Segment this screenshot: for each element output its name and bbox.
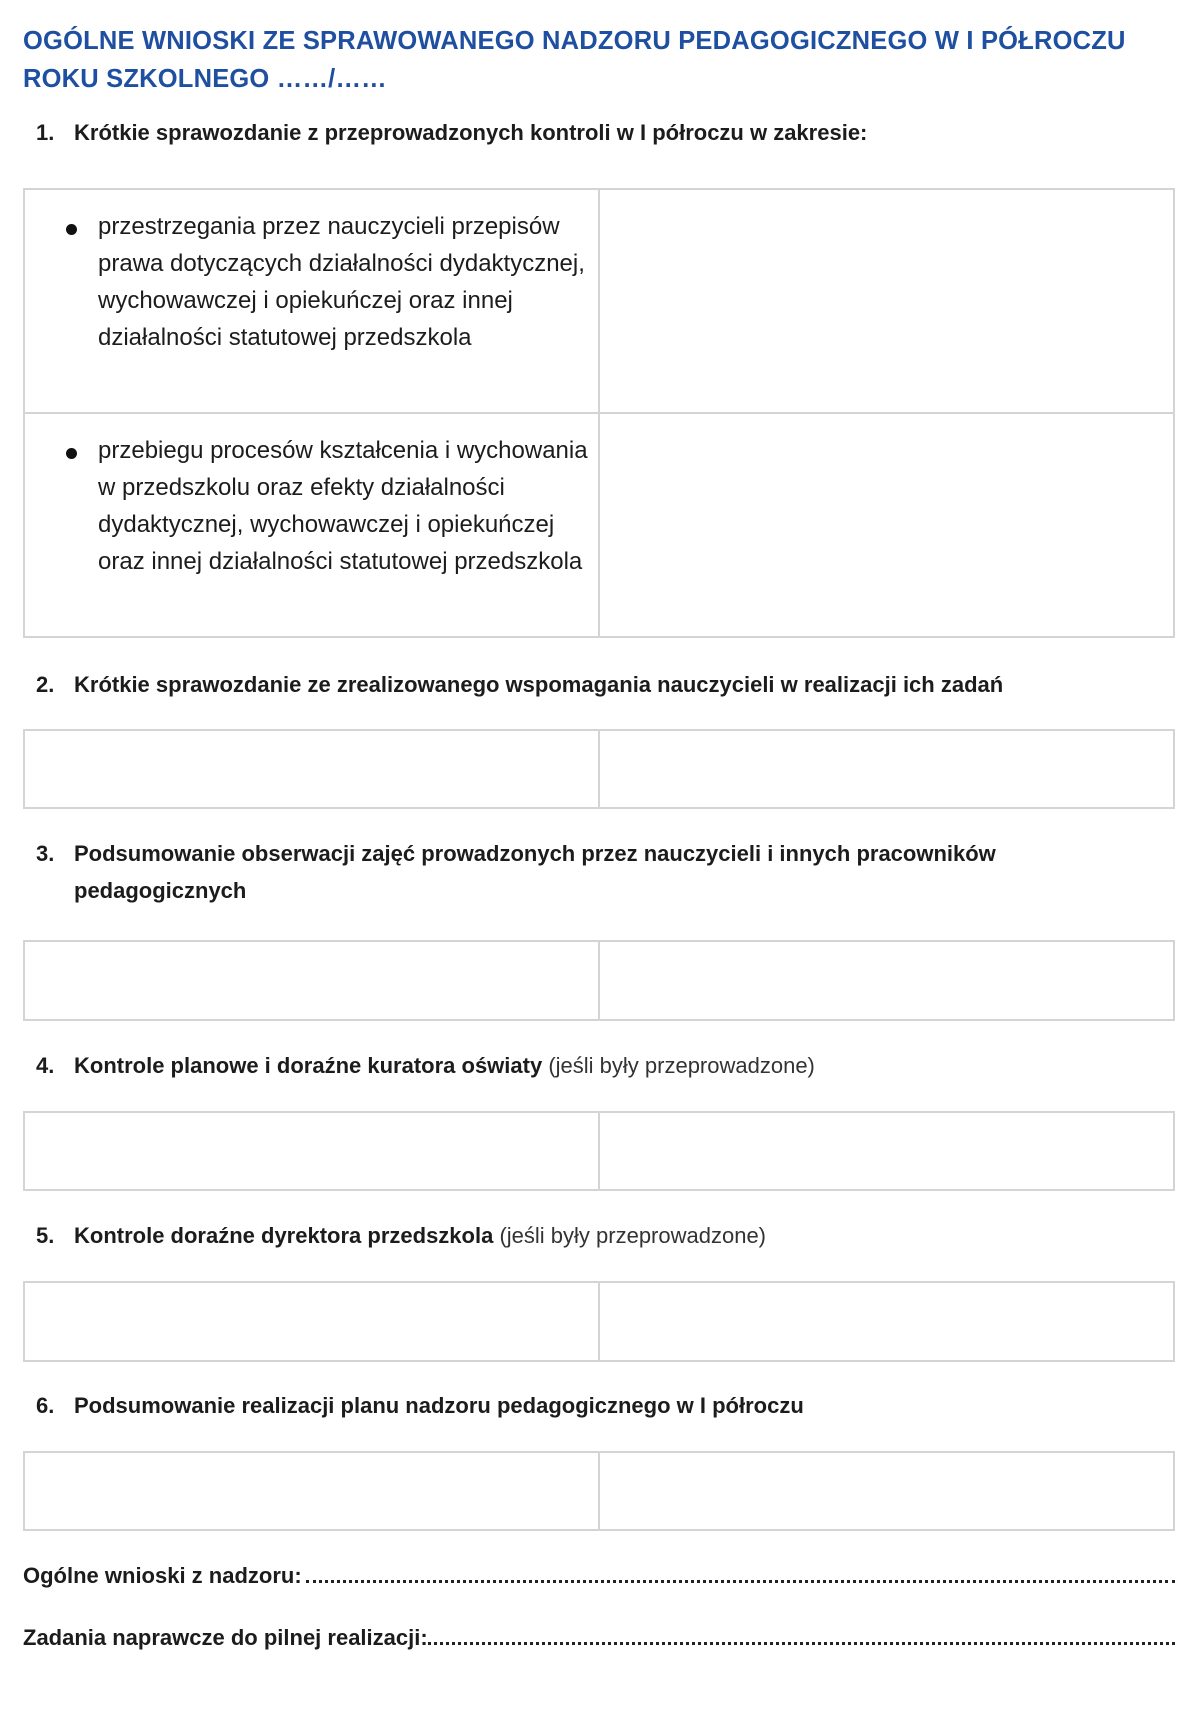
section-number: 2. [36,672,55,697]
table-cell-right[interactable] [600,731,1173,807]
section-2-table [23,729,1175,809]
table-cell-left[interactable] [25,1283,600,1360]
section-3-table [23,940,1175,1021]
section-title-text: Kontrole planowe i doraźne kuratora oświaty [74,1053,543,1078]
title-line-2: ROKU SZKOLNEGO ……/…… [23,65,387,93]
table-cell-topic [25,190,600,414]
table-cell-left[interactable] [25,1113,600,1189]
section-title: Krótkie sprawozdanie z przeprowadzonych kontroli w I półroczu w zakresie: [74,120,868,145]
document-title [23,22,1173,98]
section-title: Podsumowanie realizacji planu nadzoru pedagogicznego w I półroczu [74,1393,804,1418]
section-6-table [23,1451,1175,1531]
table-cell-left[interactable] [25,1453,600,1529]
bullet-icon [66,224,77,235]
section-4-table [23,1111,1175,1191]
section-2-heading [36,666,1156,703]
table-cell-right[interactable] [600,942,1173,1019]
bullet-icon [66,448,77,459]
table-cell-right[interactable] [600,1453,1173,1529]
section-title [74,1217,1156,1254]
corrective-tasks-field[interactable] [428,1622,1175,1645]
table-cell-right[interactable] [600,1113,1173,1189]
section-number: 3. [36,841,55,866]
section-number: 5. [36,1223,55,1248]
section-title: Podsumowanie obserwacji zajęć prowadzonych przez nauczycieli i innych pracowników pedagogicznych [74,841,996,903]
corrective-tasks-line [23,1622,1175,1654]
section-1-table [23,188,1175,638]
section-number: 1. [36,120,55,145]
table-cell-answer[interactable] [600,190,1173,414]
general-conclusions-line [23,1560,1175,1592]
table-cell-left[interactable] [25,942,600,1019]
general-conclusions-field[interactable] [306,1560,1175,1583]
title-line-1: OGÓLNE WNIOSKI ZE SPRAWOWANEGO NADZORU PEDAGOGICZNEGO W I PÓŁROCZU [23,27,1126,55]
topic-text: przebiegu procesów kształcenia i wychowania w przedszkolu oraz efekty działalności dydaktycznej, wychowawczej i opiekuńczej oraz innej działalności statutowej przedszkola [98,437,588,575]
table-cell-answer[interactable] [600,414,1173,636]
section-5-heading [36,1217,1156,1254]
table-cell-left[interactable] [25,731,600,807]
section-title [74,1047,1156,1084]
section-note: (jeśli były przeprowadzone) [548,1053,815,1078]
table-cell-topic [25,414,600,636]
section-3-heading [36,835,1156,909]
section-note: (jeśli były przeprowadzone) [499,1223,767,1248]
corrective-tasks-label: Zadania naprawcze do pilnej realizacji: [23,1625,428,1650]
section-title: Krótkie sprawozdanie ze zrealizowanego wspomagania nauczycieli w realizacji ich zadań [74,672,1004,697]
section-4-heading [36,1047,1156,1084]
section-title-text: Kontrole doraźne dyrektora przedszkola [74,1223,494,1248]
section-number: 4. [36,1053,55,1078]
section-6-heading [36,1387,1156,1424]
general-conclusions-label: Ogólne wnioski z nadzoru: [23,1563,302,1588]
section-5-table [23,1281,1175,1362]
table-cell-right[interactable] [600,1283,1173,1360]
topic-text: przestrzegania przez nauczycieli przepisów prawa dotyczących działalności dydaktycznej, wychowawczej i opiekuńczej oraz innej działalności statutowej przedszkola [98,213,585,351]
section-1-heading [36,114,1156,151]
section-number: 6. [36,1393,55,1418]
